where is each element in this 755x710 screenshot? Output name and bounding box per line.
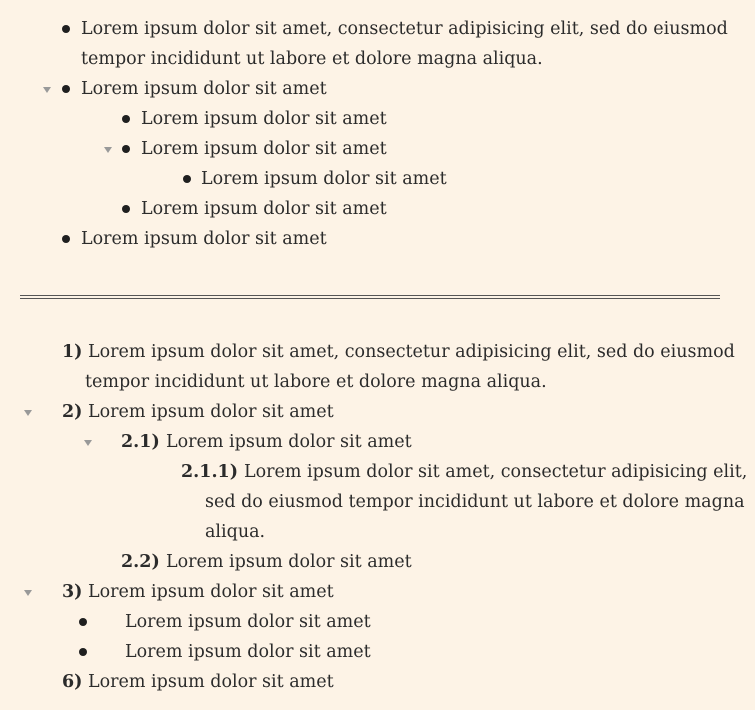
list-item-text: tempor incididunt ut labore et dolore magna aliqua. <box>85 372 547 392</box>
bullet-icon <box>79 648 87 656</box>
collapse-toggle-icon[interactable] <box>43 87 51 93</box>
list-item-text: aliqua. <box>205 522 266 542</box>
collapse-toggle-icon[interactable] <box>24 590 32 596</box>
list-item-text: Lorem ipsum dolor sit amet <box>88 402 334 422</box>
list-item-text: Lorem ipsum dolor sit amet <box>88 672 334 692</box>
list-item-text: Lorem ipsum dolor sit amet <box>81 79 327 99</box>
collapse-toggle-icon[interactable] <box>24 410 32 416</box>
list-item-text: Lorem ipsum dolor sit amet <box>88 582 334 602</box>
list-item-text: Lorem ipsum dolor sit amet <box>141 139 387 159</box>
list-item-text: Lorem ipsum dolor sit amet <box>125 642 371 662</box>
list-item-number: 2.1.1) <box>181 462 238 482</box>
bullet-icon <box>79 618 87 626</box>
list-item-text: Lorem ipsum dolor sit amet, consectetur adipisicing elit, sed do eiusmod <box>88 342 735 362</box>
list-item-text: Lorem ipsum dolor sit amet <box>141 109 387 129</box>
list-item-number: 2.2) <box>121 552 160 572</box>
bullet-icon <box>62 25 70 33</box>
bullet-icon <box>62 85 70 93</box>
list-item-text: Lorem ipsum dolor sit amet, consectetur adipisicing elit, <box>244 462 748 482</box>
list-item-number: 6) <box>62 672 83 692</box>
bullet-icon <box>183 175 191 183</box>
list-item-text: Lorem ipsum dolor sit amet <box>166 552 412 572</box>
list-item-text: Lorem ipsum dolor sit amet <box>141 199 387 219</box>
list-item-text: Lorem ipsum dolor sit amet <box>166 432 412 452</box>
bullet-icon <box>122 205 130 213</box>
collapse-toggle-icon[interactable] <box>104 147 112 153</box>
list-item-text: tempor incididunt ut labore et dolore magna aliqua. <box>81 49 543 69</box>
collapse-toggle-icon[interactable] <box>84 440 92 446</box>
list-item-text: Lorem ipsum dolor sit amet <box>81 229 327 249</box>
list-item-text: Lorem ipsum dolor sit amet <box>125 612 371 632</box>
list-item-number: 1) <box>62 342 83 362</box>
list-item-text: sed do eiusmod tempor incididunt ut labore et dolore magna <box>205 492 745 512</box>
list-item-number: 3) <box>62 582 83 602</box>
list-item-text: Lorem ipsum dolor sit amet, consectetur adipisicing elit, sed do eiusmod <box>81 19 728 39</box>
bullet-icon <box>122 115 130 123</box>
list-item-text: Lorem ipsum dolor sit amet <box>201 169 447 189</box>
bullet-icon <box>122 145 130 153</box>
list-item-number: 2) <box>62 402 83 422</box>
bullet-icon <box>62 235 70 243</box>
list-item-number: 2.1) <box>121 432 160 452</box>
